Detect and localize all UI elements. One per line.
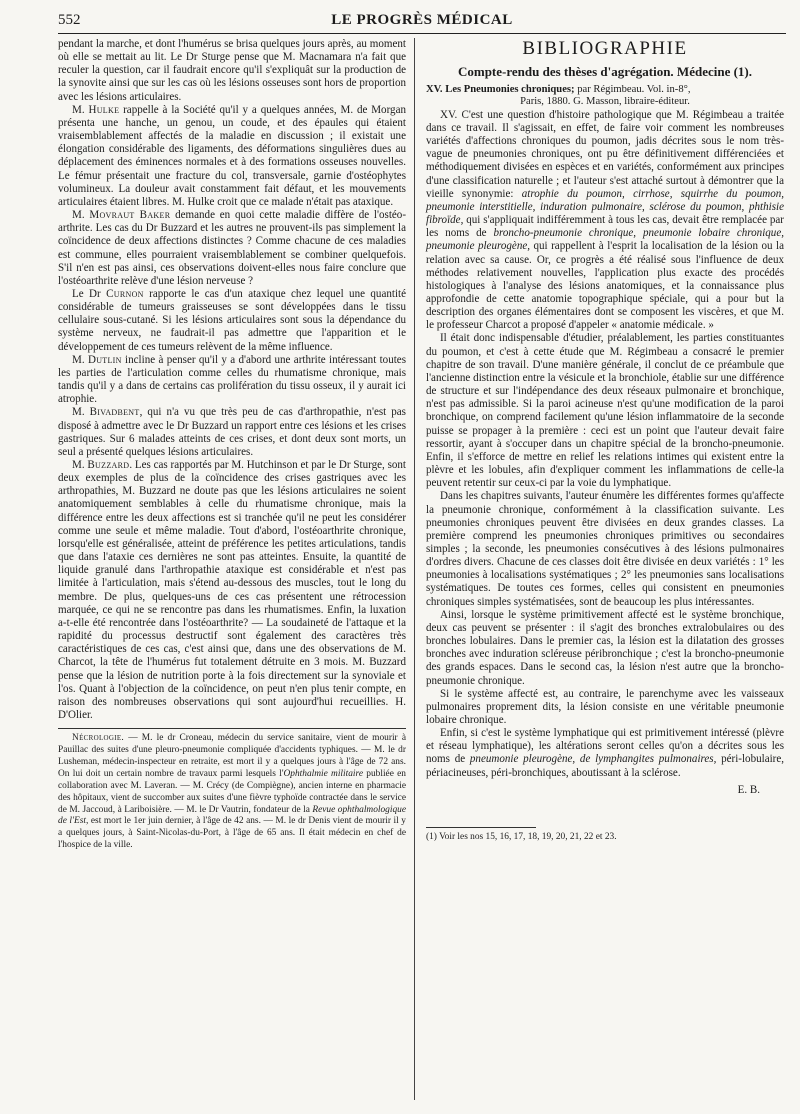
necrology-text	[58, 733, 406, 852]
header-rule	[58, 33, 786, 34]
text-run: publiée en collaboration avec M. Laveran. — M. Crécy (de Compiègne), ancien interne en pharmacie des hôpitaux, vient de succomber aux suites d'une fièvre typhoïde contractée dans le service de M. Jaccoud, à Lariboisière. — M. le Dr Vautrin, fondateur de la	[58, 768, 406, 815]
review-signature: E. B.	[737, 783, 760, 796]
text-run: M.	[72, 353, 88, 366]
text-run: , est mort le 1er juin dernier, à l'âge de 42 ans. — M. le dr Denis vient de mourir il y a quelques jours, à Saint-Nicolas-du-Port, à l'âge de 65 ans. Il était médecin en chef de l'hospice de la ville.	[58, 816, 406, 851]
paragraph	[426, 609, 784, 688]
left-column	[58, 38, 406, 852]
text-run: XV. C'est une question d'histoire pathologique que M. Régimbeau a traitée dans ce travail. Il s'agissait, en effet, de faire voir comment les nombreuses variétés d'affections chroniques du poumon, jadis décrites sous le nom très-vague de pneumonies chroniques, ont pu être définitivement différenciées et méthodiquement divisées en espèces et en variétés, conformément aux principes d'une classification naturelle ; et l'auteur s'est attaché surtout à démontrer que la vieille synonymie:	[426, 108, 784, 200]
text-run: M.	[72, 459, 88, 471]
paragraph	[426, 332, 784, 490]
text-run: M.	[72, 406, 90, 419]
paragraph	[58, 354, 406, 407]
proper-name: Curnon	[106, 287, 144, 300]
right-column	[426, 38, 784, 843]
section-subtitle: Compte-rendu des thèses d'agrégation. Médecine (1).	[457, 64, 753, 79]
paragraph	[426, 688, 784, 727]
entry-author: par Régimbeau. Vol. in-8°,	[574, 84, 691, 95]
paragraph	[58, 459, 406, 722]
running-head	[58, 10, 786, 32]
page-number: 552	[58, 12, 81, 28]
text-run: rapporte le cas d'un ataxique chez lequel une quantité considérable de tumeurs graisseuses se sont développées dans le tissu cellulaire sous-cutané. Si les lésions articulaires sont sous la dépendance du système nerveux, ne faudrait-il pas admettre que l'apparition et le développement de ces tumeurs relèvent de la même influence.	[58, 287, 406, 353]
text-run: . Les cas rapportés par M. Hutchinson et par le Dr Sturge, sont deux exemples de plus de la coïncidence des crises gastriques avec les arthropathies, M. Buzzard ne doute pas que les lésions articulaires ne soient anatomiquement semblables à celle du rhumatisme chronique, mais la différence entre les deux affections est si tranchée qu'il ne peut les considérer comme une seule et même maladie. Tout d'abord, l'ostéoarthrite chronique, lorsqu'elle est généralisée, atteint de préférence les petites articulations, tandis que dans l'ataxie ces dernières ne sont pas atteintes. Ensuite, la quantité de liquide granulé dans l'arthropathie ataxique est considérable et n'est pas limitée à l'articulation, mais s'étend au-dessous des muscles, tout le long du membre. De plus, quelques-uns de ces cas présentent une rétrocession marquée, ce qui ne se rencontre pas dans les rhumatismes. Enfin, la luxation a-t-elle été rencontrée dans l'ostéoarthrite? — La soudaineté de l'attaque et la rapidité du processus destructif sont également des caractères très caractéristiques de ces cas, c'est ainsi que, dans une des observations de M. Charcot, la tête de l'humérus fut totalement détruite en 3 mois. M. Buzzard pense que la lésion de nutrition porte à la fois directement sur la synoviale et l'os. Quant à l'objection de la coïncidence, on peut n'en plus tenir compte, en raison des nombreuses observations qui sont aujourd'hui recueillies. H. D'Olier.	[58, 459, 406, 721]
italic-text: pneumonie pleurogène, de lymphangites pulmonaires,	[469, 753, 717, 766]
paragraph	[426, 109, 784, 333]
italic-text: Ophthalmie militaire	[283, 768, 363, 779]
italic-text: broncho-pneumonie chronique, pneumonie lobaire chronique, pneumonie pleurogène,	[426, 227, 784, 253]
review-body	[426, 109, 784, 780]
text-run: incline à penser qu'il y a d'abord une arthrite intéressant toutes les parties de l'articulation comme celles du rhumatisme chronique, mais tandis qu'il y a dans de certains cas prolifération du tissu osseux, il y aurait ici atrophie.	[58, 353, 406, 406]
paragraph	[58, 406, 406, 459]
necrology-notice	[58, 728, 406, 852]
text-run: M.	[72, 103, 89, 116]
proper-name: Dutlin	[87, 353, 122, 366]
entry-number: XV.	[426, 84, 443, 95]
left-article-body	[58, 38, 406, 722]
proper-name: Nécrologie.	[72, 733, 125, 744]
proper-name: Buzzard	[87, 459, 130, 471]
journal-title: LE PROGRÈS MÉDICAL	[331, 12, 513, 28]
text-run: Dans les chapitres suivants, l'auteur énumère les différentes formes qu'affecte la pneumonie chronique, conformément à la classification suivante. Les pneumonies chroniques peuvent être divisées en deux grandes classes. La première comprend les pneumonies chroniques primitives ou secondaires simples ; la seconde, les pneumonies consécutives à des lésions pulmonaires d'ordres divers. Chacune de ces classes doit être divisée en deux variétés : 1° les pneumonies à localisations systématiques ; 2° les pneumonies sans localisations systématiques. De toutes ces formes, celles qui consistent en pneumonies chroniques simples systématisées, sont de beaucoup les plus intéressantes.	[426, 490, 784, 608]
text-run: M.	[72, 209, 90, 222]
entry-publisher: Paris, 1880. G. Masson, libraire-éditeur.	[520, 96, 690, 108]
text-run: , qui n'a vu que très peu de cas d'arthropathie, n'est pas disposé à admettre avec le Dr Buzzard un rapport entre ces lésions et les crises gastriques. Sur 6 malades atteints de ces crises, et dont deux sont morts, un seul a présenté quelques lésions articulaires.	[58, 406, 406, 458]
proper-name: Hulke	[88, 103, 120, 116]
italic-text: atrophie du poumon, cirrhose, squirrhe du poumon, pneumonie interstitielle, induration pulmonaire, sclérose du poumon, phthisie fibroïde,	[426, 187, 784, 227]
paragraph	[58, 38, 406, 104]
entry-title: Les Pneumonies chroniques;	[445, 84, 575, 95]
paragraph	[426, 727, 784, 780]
text-run: rappelle à la Société qu'il y a quelques années, M. de Morgan présenta une hanche, un genou, un coude, et des épaules qui étaient vraisemblablement affectés de la maladie en discussion ; il existait une élongation considérable des ligaments, des déformations singulières dues au déplacement des éminences normales et à des formations osseuses nouvelles. Le fémur présentait une fracture du col, transversale, garnie d'ostéophytes volumineux. La douleur avait constamment fait défaut, et les mouvements articulaires étaient libres. M. Hulke croit que ce malade n'était pas ataxique.	[58, 103, 406, 208]
text-run: qui rappellent à l'esprit la localisation de la lésion ou la relation avec sa cause. Or, ce progrès a été réalisé sous l'influence de deux méthodes relativement nouvelles, l'application plus exacte des procédés histologiques à l'analyse des lésions anatomiques, et la connaissance plus approfondie de cette anatomie topographique spéciale, qui a pour but la description des organes élémentaires dont se composent les viscères, et que M. le professeur Charcot a proposé d'appeler « anatomie médicale. »	[426, 240, 784, 332]
bibliography-entry	[426, 84, 784, 109]
text-run: Enfin, si c'est le système lymphatique qui est primitivement intéressé (plèvre et réseau lymphatique), les altérations seront celles qu'on a décrites sous les noms de	[426, 727, 784, 766]
text-run: demande en quoi cette maladie diffère de l'ostéo-arthrite. Les cas du Dr Buzzard et les autres ne prouvent-ils pas simplement la coïncidence de deux affections distinctes ? Comme chacune de ces maladies est commune, elles pourraient vraisemblablement se combiner quelquefois. S'il n'en est pas ainsi, ces observations doivent-elles nous faire conclure que l'ostéoarthrite relève d'une lésion nerveuse ?	[58, 209, 406, 287]
paragraph	[58, 209, 406, 288]
text-run: Si le système affecté est, au contraire, le parenchyme avec les vaisseaux pulmonaires proprement dits, la lésion consiste en une véritable pneumonie lobaire chronique.	[426, 687, 784, 726]
text-run: Le Dr	[72, 287, 107, 300]
paragraph	[426, 490, 784, 608]
proper-name: Bivadbent	[89, 406, 140, 419]
column-rule	[414, 38, 415, 1100]
paragraph	[58, 104, 406, 209]
text-run: pendant la marche, et dont l'humérus se brisa quelques jours après, au moment où elle se mettait au lit. Le Dr Sturge pense que M. Macnamara n'a fait que reculer la question, car il faudrait encore qu'il s'expliquât sur la production de la synovite ainsi que sur les cas où les lésions osseuses sont hors de proportion avec les lésions articulaires.	[58, 38, 406, 103]
text-run: Il était donc indispensable d'étudier, préalablement, les parties constituantes du poumon, et c'est à cette étude que M. Régimbeau a consacré le premier chapitre de son travail. D'une manière générale, il conclut de ce préambule que l'ancienne distinction entre la vésicule et la bronchiole, établie sur une différence de structure et sur l'indépendance des deux réseaux pulmonaire et bronchique, n'est pas admissible. Si la paroi acineuse n'est qu'une modification de la paroi bronchique, on comprend facilement qu'une lésion inflammatoire de la seconde puisse se propager à la première : ceci est un point que l'auteur devait faire ressortir, ayant à s'occuper dans un chapitre spécial de la broncho-pneumonie. Enfin, il s'efforce de mettre en relief les relations intimes qui existent entre la plèvre et les lobules, afin d'expliquer comment les inflammations de celle-la peuvent retentir sur ceux-ci par la voie du lymphatique.	[426, 332, 784, 490]
proper-name: Movraut Baker	[89, 209, 171, 222]
text-run: — M. le dr Croneau, médecin du service sanitaire, vient de mourir à Pauillac des suites d'une pleuro-pneumonie compliquée d'accidents typhiques. — M. le dr Lusheman, médecin-inspecteur en retraite, est mort il y a quelques jours à l'âge de 72 ans. On lui doit un certain nombre de travaux parmi lesquels l'	[58, 733, 406, 779]
footnote: (1) Voir les nos 15, 16, 17, 18, 19, 20, 21, 22 et 23.	[426, 831, 617, 842]
text-run: péri-lobulaire, périacineuses, péri-bronchiques, aboutissant à la sclérose.	[426, 753, 785, 779]
footnote-rule	[426, 827, 536, 828]
paragraph	[58, 288, 406, 354]
section-title: BIBLIOGRAPHIE	[522, 38, 688, 59]
text-run: qui s'appliquait indifféremment à tous les cas, devait être remplacée par les noms de	[426, 214, 784, 240]
italic-text: Revue ophthalmologique de l'Est	[58, 804, 406, 827]
text-run: Ainsi, lorsque le système primitivement affecté est le système bronchique, deux cas peuvent se présenter : il s'agit des bronches extralobulaires ou des bronches lobulaires. Dans le premier cas, la lésion est la dilatation des grosses bronches avec induration scléreuse péribronchique ; c'est la broncho-pneumonie des grands espaces. Dans le second cas, la lésion n'est autre que la broncho-pneumonie chronique.	[426, 608, 784, 687]
